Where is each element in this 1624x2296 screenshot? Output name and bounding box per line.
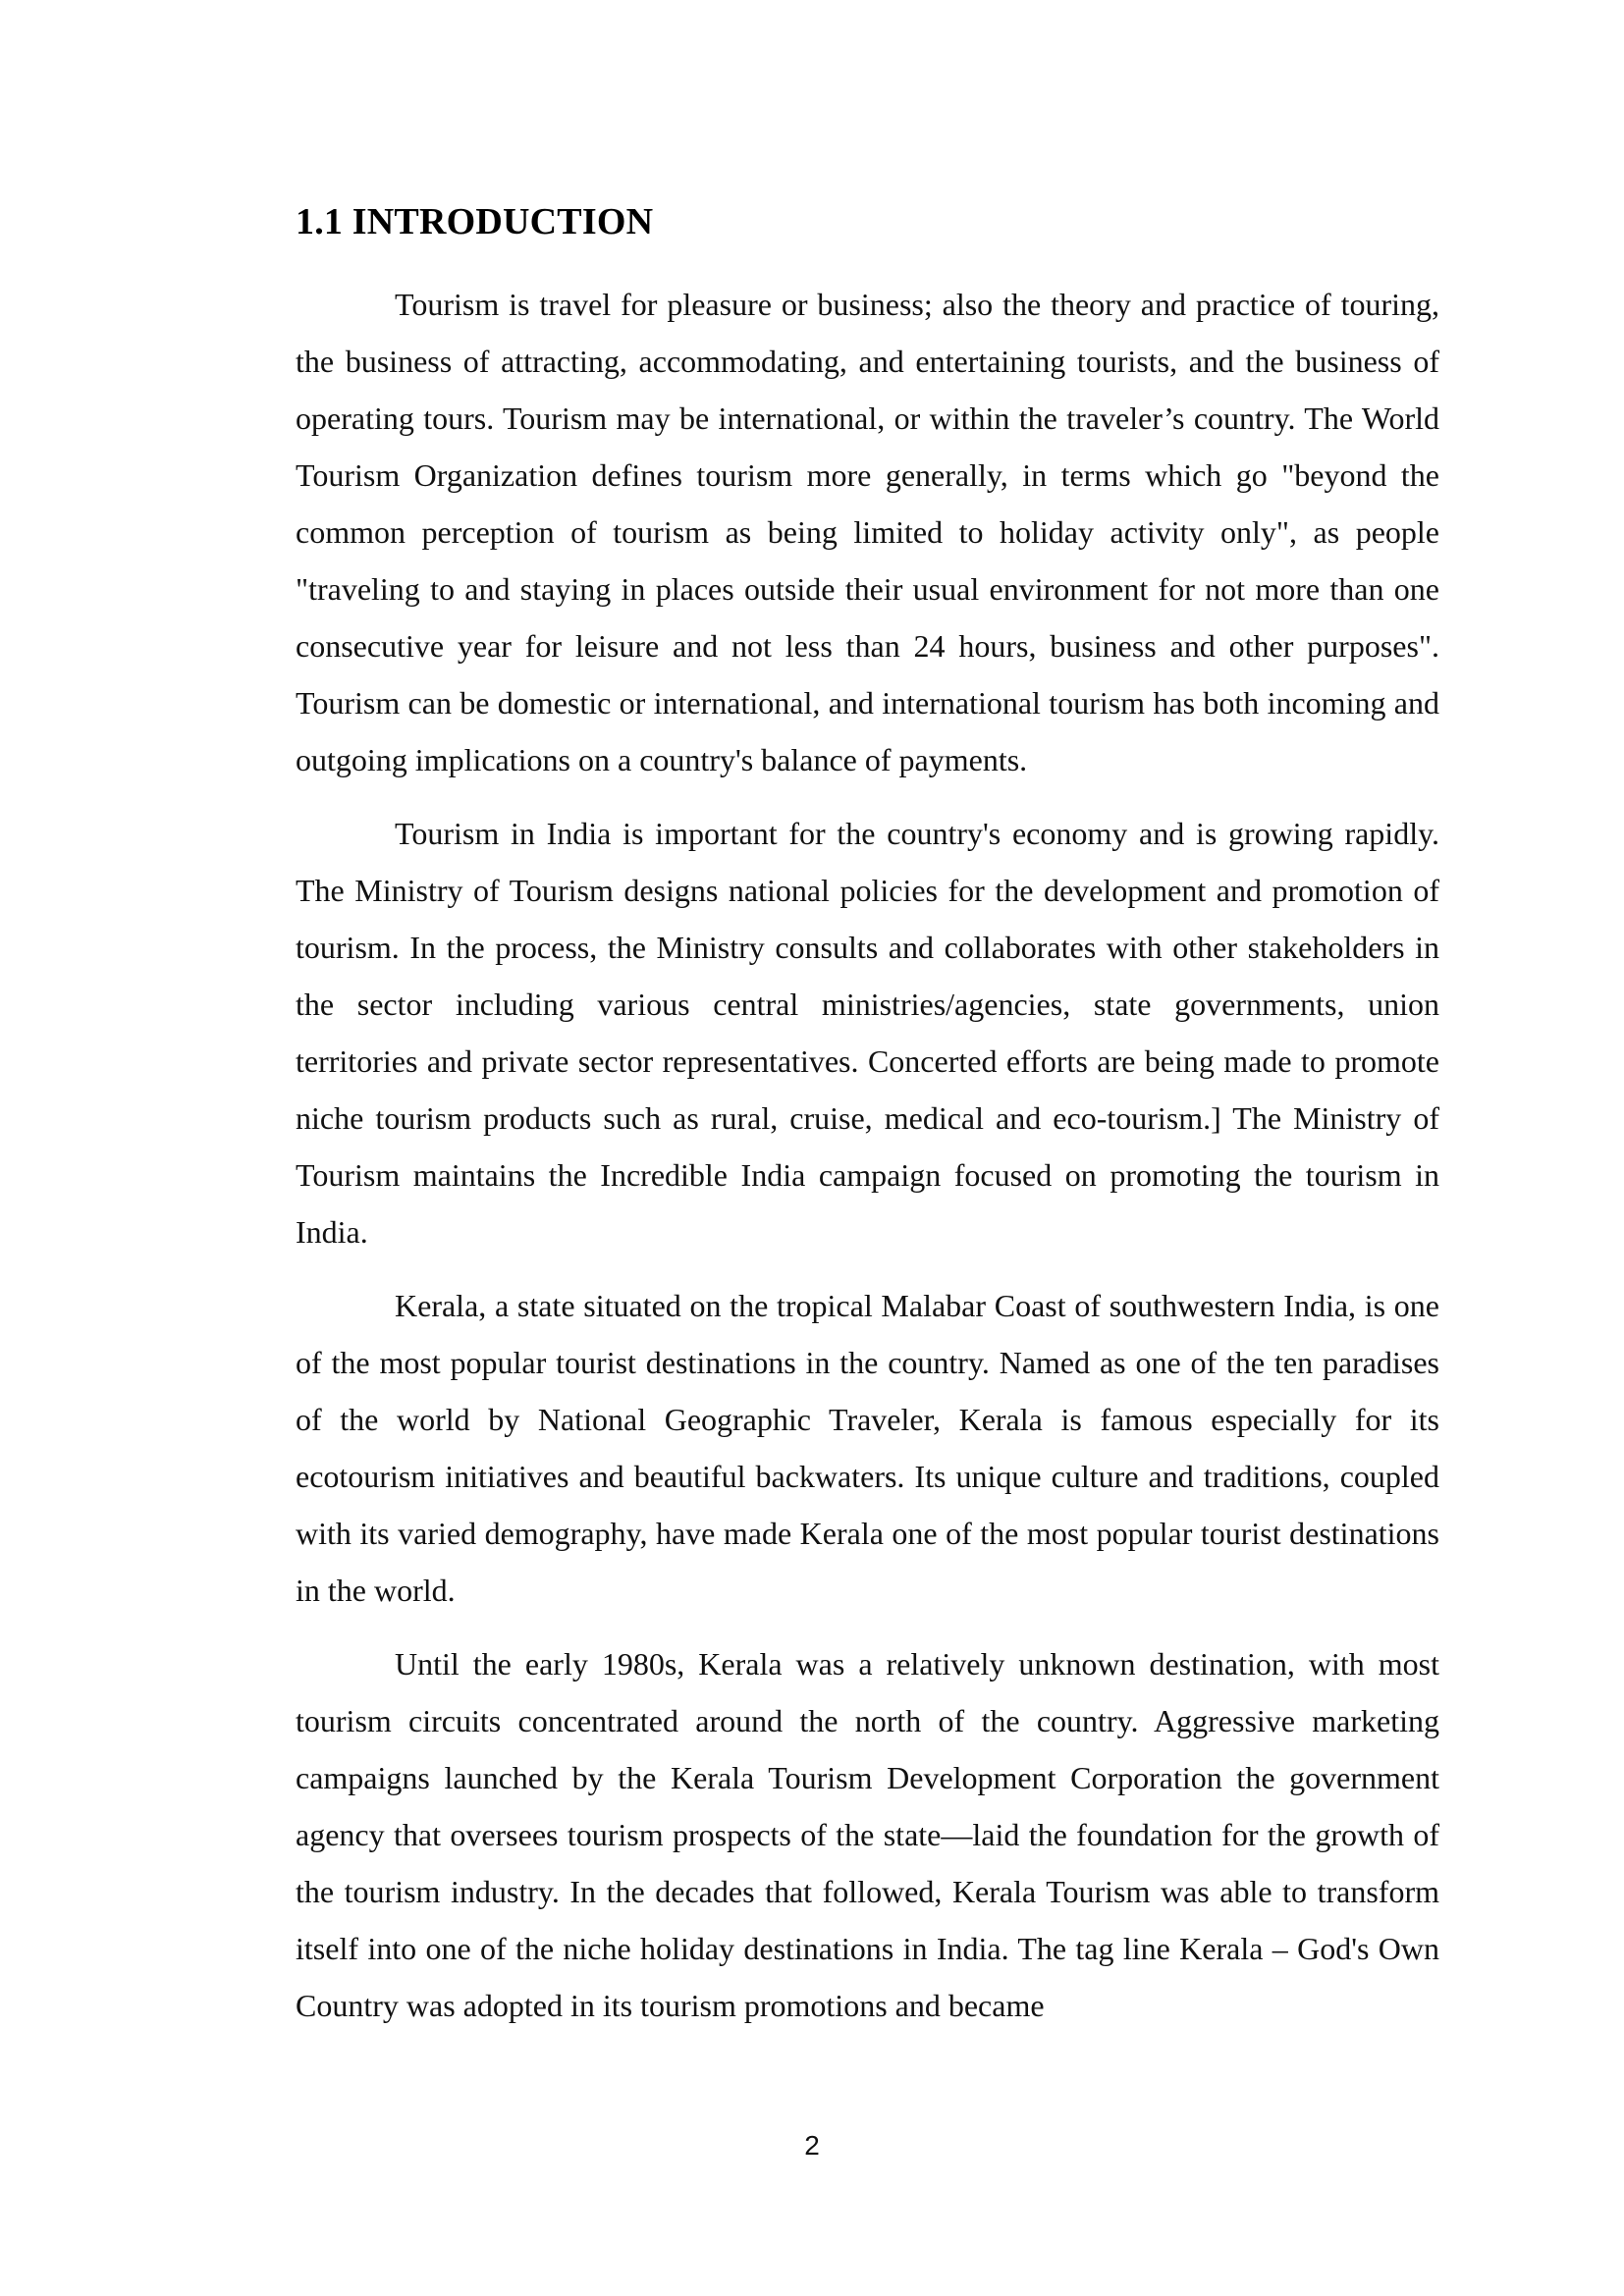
paragraph-tourism-definition: Tourism is travel for pleasure or business; also the theory and practice of touring, the business of attracting, accommodating, and entertaining tourists, and the business of operating tours. Tourism may be international, or within the traveler’s country. The World Tourism Organization defines tourism more generally, in terms which go "beyond the common perception of tourism as being limited to holiday activity only", as people "traveling to and staying in places outside their usual environment for not more than one consecutive year for leisure and not less than 24 hours, business and other purposes". Tourism can be domestic or international, and international tourism has both incoming and outgoing implications on a country's balance of payments. — [296, 287, 1439, 777]
paragraph-kerala: Kerala, a state situated on the tropical Malabar Coast of southwestern India, is one of the most popular tourist destinations in the country. Named as one of the ten paradises of the world by National Geographic Traveler, Kerala is famous especially for its ecotourism initiatives and beautiful backwaters. Its unique culture and traditions, coupled with its varied demography, have made Kerala one of the most popular tourist destinations in the world. — [296, 1288, 1439, 1608]
paragraph-kerala-history: Until the early 1980s, Kerala was a relatively unknown destination, with most tourism circuits concentrated around the north of the country. Aggressive marketing campaigns launched by the Kerala Tourism Development Corporation the government agency that oversees tourism prospects of the state—laid the foundation for the growth of the tourism industry. In the decades that followed, Kerala Tourism was able to transform itself into one of the niche holiday destinations in India. The tag line Kerala – God's Own Country was adopted in its tourism promotions and became — [296, 1646, 1439, 2023]
page-content — [296, 192, 1439, 2051]
paragraph-tourism-india: Tourism in India is important for the country's economy and is growing rapidly. The Ministry of Tourism designs national policies for the development and promotion of tourism. In the process, the Ministry consults and collaborates with other stakeholders in the sector including various central ministries/agencies, state governments, union territories and private sector representatives. Concerted efforts are being made to promote niche tourism products such as rural, cruise, medical and eco-tourism.] The Ministry of Tourism maintains the Incredible India campaign focused on promoting the tourism in India. — [296, 816, 1439, 1250]
page-number: 2 — [804, 2130, 820, 2161]
section-heading: 1.1 INTRODUCTION — [296, 201, 654, 242]
